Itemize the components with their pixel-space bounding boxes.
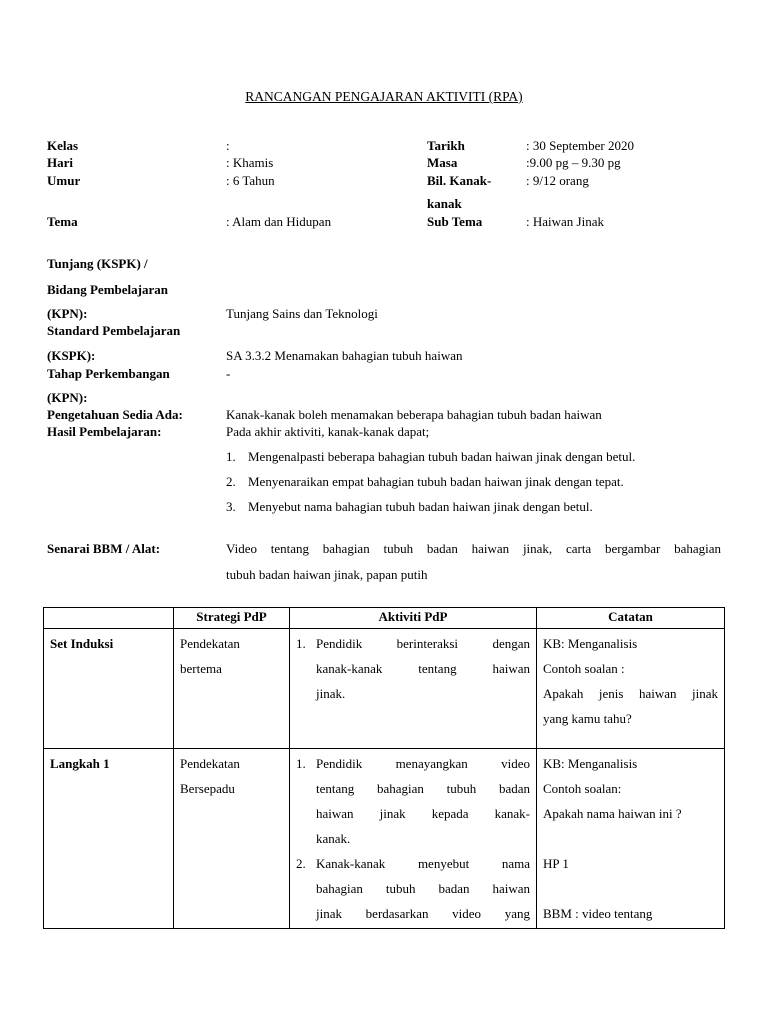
kpn-label: (KPN): (47, 306, 88, 321)
note-line: Contoh soalan : (543, 661, 625, 676)
objective-item (226, 474, 624, 490)
activity-line: Pendidik menayangkan video (316, 756, 530, 771)
kelas-label: Kelas (47, 138, 79, 153)
hasil-intro: Pada akhir aktiviti, kanak-kanak dapat; (226, 424, 430, 439)
pengetahuan-value: Kanak-kanak boleh menamakan beberapa bahagian tubuh badan haiwan (226, 407, 602, 422)
activity-line: haiwan jinak kepada kanak- (316, 806, 530, 821)
note-line (543, 876, 718, 901)
bidang-label: Bidang Pembelajaran (47, 282, 168, 297)
bil-label-cont: kanak (427, 196, 462, 211)
objective-text: Menyebut nama bahagian tubuh badan haiwan jinak dengan betul. (248, 499, 593, 514)
strategy-cell (174, 629, 290, 749)
note-line (543, 826, 718, 851)
objective-item (226, 499, 593, 515)
bbm-label: Senarai BBM / Alat: (47, 541, 161, 556)
header-strategi: Strategi PdP (174, 608, 290, 629)
subtema-value: : Haiwan Jinak (526, 214, 604, 229)
stage-cell (44, 629, 174, 749)
note-line: BBM : video tentang (543, 906, 653, 921)
tema-value: : Alam dan Hidupan (226, 214, 332, 229)
bbm-value-line2: tubuh badan haiwan jinak, papan putih (226, 567, 428, 582)
tarikh-value: : 30 September 2020 (526, 138, 634, 153)
tunjang-value: Tunjang Sains dan Teknologi (226, 306, 378, 321)
objective-text: Menyenaraikan empat bahagian tubuh badan haiwan jinak dengan tepat. (248, 474, 624, 489)
subtema-label: Sub Tema (427, 214, 483, 229)
tahap-label: Tahap Perkembangan (47, 366, 170, 381)
objective-number: 2. (226, 474, 236, 489)
activity-number: 2. (296, 856, 306, 871)
strategy-line: Bersepadu (180, 781, 235, 796)
strategy-line: Pendekatan (180, 636, 240, 651)
stage-label: Langkah 1 (50, 756, 110, 771)
masa-label: Masa (427, 155, 458, 170)
activity-line: kanak. (316, 831, 351, 846)
objective-number: 3. (226, 499, 236, 514)
hasil-label: Hasil Pembelajaran: (47, 424, 162, 439)
note-line: KB: Menganalisis (543, 636, 638, 651)
bbm-value-line1: Video tentang bahagian tubuh badan haiwan jinak, carta bergambar bahagian (226, 541, 721, 556)
activity-number: 1. (296, 756, 306, 771)
tema-label: Tema (47, 214, 78, 229)
rpa-table (43, 607, 725, 929)
header-stage (44, 608, 174, 629)
umur-label: Umur (47, 173, 81, 188)
standard-label-cont: (KSPK): (47, 348, 96, 363)
stage-label: Set Induksi (50, 636, 114, 651)
activity-line: kanak-kanak tentang haiwan (316, 661, 530, 676)
note-line: KB: Menganalisis (543, 756, 638, 771)
activity-number: 1. (296, 636, 306, 651)
activity-line: Pendidik berinteraksi dengan (316, 636, 530, 651)
activity-line: jinak berdasarkan video yang (316, 906, 530, 921)
activity-item (296, 751, 530, 851)
masa-value: :9.00 pg – 9.30 pg (526, 155, 621, 170)
table-row (44, 629, 725, 749)
activity-cell (290, 749, 537, 929)
kelas-value: : (226, 138, 230, 153)
tahap-label-cont: (KPN): (47, 390, 88, 405)
header-aktiviti: Aktiviti PdP (290, 608, 537, 629)
pengetahuan-label: Pengetahuan Sedia Ada: (47, 407, 183, 422)
tahap-value: - (226, 366, 231, 381)
stage-cell (44, 749, 174, 929)
table-header-row (44, 608, 725, 629)
strategy-cell (174, 749, 290, 929)
note-line: yang kamu tahu? (543, 711, 632, 726)
header-catatan: Catatan (537, 608, 725, 629)
hari-value: : Khamis (226, 155, 274, 170)
umur-value: : 6 Tahun (226, 173, 275, 188)
notes-cell (537, 629, 725, 749)
note-line: Apakah jenis haiwan jinak (543, 686, 718, 701)
activity-line: bahagian tubuh badan haiwan (316, 881, 530, 896)
strategy-line: Pendekatan (180, 756, 240, 771)
objective-item (226, 449, 635, 465)
notes-cell (537, 749, 725, 929)
bil-label: Bil. Kanak- (427, 173, 492, 188)
hari-label: Hari (47, 155, 73, 170)
objective-number: 1. (226, 449, 236, 464)
activity-line: Kanak-kanak menyebut nama (316, 856, 530, 871)
activity-line: jinak. (316, 686, 346, 701)
activity-line: tentang bahagian tubuh badan (316, 781, 530, 796)
tarikh-label: Tarikh (427, 138, 465, 153)
strategy-line: bertema (180, 661, 222, 676)
note-line: Apakah nama haiwan ini ? (543, 806, 682, 821)
activity-item (296, 851, 530, 926)
tunjang-label: Tunjang (KSPK) / (47, 256, 148, 271)
note-line: Contoh soalan: (543, 781, 622, 796)
bil-value: : 9/12 orang (526, 173, 589, 188)
objective-text: Mengenalpasti beberapa bahagian tubuh badan haiwan jinak dengan betul. (248, 449, 636, 464)
table-row (44, 749, 725, 929)
standard-value: SA 3.3.2 Menamakan bahagian tubuh haiwan (226, 348, 463, 363)
note-line: HP 1 (543, 856, 569, 871)
document-title: RANCANGAN PENGAJARAN AKTIVITI (RPA) (245, 89, 523, 104)
standard-label: Standard Pembelajaran (47, 323, 181, 338)
activity-cell (290, 629, 537, 749)
activity-item (296, 631, 530, 706)
